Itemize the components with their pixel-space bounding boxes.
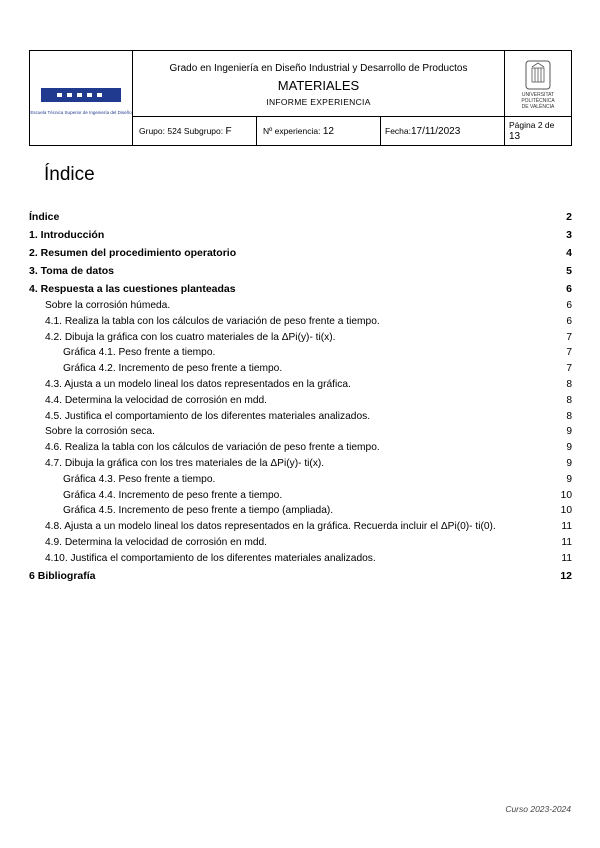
toc-entry[interactable] [29,409,572,425]
date-cell [381,117,505,146]
toc-entry[interactable] [29,393,572,409]
toc-entry-text: 4.6. Realiza la tabla con los cálculos de variación de peso frente a tiempo. [45,442,380,454]
toc-entry-page: 6 [566,300,572,311]
group-cell [133,117,257,146]
page-title: Índice [44,164,95,185]
page-label: Página 2 de [509,120,555,130]
header-title-cell [133,51,505,117]
toc-entry-page: 8 [566,410,572,422]
page-total: 13 [509,131,521,142]
toc-entry[interactable] [29,298,572,314]
toc-entry-text: Gráfica 4.4. Incremento de peso frente a tiempo. [63,489,283,501]
toc-entry-text: 4.10. Justifica el comportamiento de los diferentes materiales analizados. [45,552,376,564]
toc-entry-page: 8 [566,378,572,390]
toc-entry-page: 4 [566,247,572,259]
toc-entry-page: 11 [561,552,572,564]
report-type: INFORME EXPERIENCIA [266,96,371,107]
toc-entry-text: 4.4. Determina la velocidad de corrosión en mdd. [45,394,267,406]
school-logo-bars [41,88,121,102]
toc-entry-text: 6 Bibliografía [29,569,96,582]
toc-entry-page: 10 [560,489,572,501]
toc-entry-text: 2. Resumen del procedimiento operatorio [29,247,237,259]
toc-entry[interactable] [29,345,572,361]
toc-entry-text: 4.9. Determina la velocidad de corrosión en mdd. [45,536,267,548]
toc-entry-text: 4.5. Justifica el comportamiento de los diferentes materiales analizados. [45,410,371,422]
toc-entry-text: 4. Respuesta a las cuestiones planteadas [29,283,236,295]
toc-entry-text: Gráfica 4.2. Incremento de peso frente a tiempo. [63,363,283,375]
degree-name: Grado en Ingeniería en Diseño Industrial y Desarrollo de Productos [169,62,468,74]
footer-course: Curso 2023-2024 [505,804,571,814]
toc-entry[interactable] [29,226,572,244]
toc-entry-page: 9 [566,457,572,469]
group-label: Grupo: 524 Subgrupo: [139,125,224,136]
toc-entry[interactable] [29,535,572,551]
toc-entry[interactable] [29,208,572,226]
toc-entry-text: 1. Introducción [29,229,105,241]
toc-entry-text: 4.7. Dibuja la gráfica con los tres materiales de la ΔPi(y)- ti(x). [45,457,325,469]
date-value: 17/11/2023 [411,125,461,137]
toc-entry-page: 9 [566,442,572,454]
toc-entry[interactable] [29,567,572,585]
university-seal-icon [525,60,551,90]
toc-entry-page: 11 [561,521,572,533]
toc-entry-page: 8 [566,394,572,406]
toc-entry-page: 9 [566,426,572,438]
header-table [29,50,572,146]
toc-entry-page: 6 [566,315,572,327]
toc-entry-text: 3. Toma de datos [29,265,114,277]
toc-entry-page: 11 [561,536,572,548]
subgroup-value: F [225,125,232,137]
toc-entry-text: Gráfica 4.1. Peso frente a tiempo. [63,347,216,359]
toc-entry[interactable] [29,424,572,440]
toc-entry[interactable] [29,519,572,535]
toc-entry[interactable] [29,314,572,330]
toc-entry-page: 6 [566,283,572,295]
toc-entry[interactable] [29,472,572,488]
toc-entry-text: Índice [29,211,60,223]
toc-entry-page: 10 [560,505,572,517]
toc-entry-text: Sobre la corrosión húmeda. [45,300,171,311]
toc-entry[interactable] [29,377,572,393]
university-logo [505,51,572,117]
toc-entry-text: 4.8. Ajusta a un modelo lineal los datos representados en la gráfica. Recuerda incluir el ΔPi(0)- ti(0). [45,521,496,533]
toc-entry-page: 7 [566,363,572,375]
toc-entry-text: 4.2. Dibuja la gráfica con los cuatro materiales de la ΔPi(y)- ti(x). [45,331,336,343]
experiment-cell [257,117,381,146]
school-logo-text: Escuela Técnica Superior de Ingeniería del Diseño [30,109,132,115]
toc-entry[interactable] [29,440,572,456]
toc-entry-text: 4.1. Realiza la tabla con los cálculos de variación de peso frente a tiempo. [45,315,380,327]
toc-entry[interactable] [29,280,572,298]
toc-entry[interactable] [29,488,572,504]
toc-entry-page: 9 [566,473,572,485]
subject-name: MATERIALES [277,77,360,93]
table-of-contents [29,208,572,585]
toc-entry[interactable] [29,244,572,262]
experiment-number: 12 [322,125,334,137]
toc-entry[interactable] [29,361,572,377]
toc-entry-text: Sobre la corrosión seca. [45,426,155,438]
toc-entry-page: 2 [566,211,572,223]
toc-entry-text: Gráfica 4.5. Incremento de peso frente a tiempo (ampliada). [63,505,334,517]
toc-entry[interactable] [29,503,572,519]
experiment-label: Nº experiencia: [263,125,321,136]
school-logo [30,51,133,146]
toc-entry[interactable] [29,330,572,346]
toc-entry-text: 4.3. Ajusta a un modelo lineal los datos representados en la gráfica. [45,378,351,390]
university-logo-text: UNIVERSITAT POLITÈCNICA DE VALÈNCIA [521,91,555,110]
toc-entry-text: Gráfica 4.3. Peso frente a tiempo. [63,473,216,485]
page-cell [505,117,572,146]
date-label: Fecha: [385,125,411,136]
toc-entry[interactable] [29,262,572,280]
toc-entry-page: 7 [566,347,572,359]
toc-entry-page: 3 [566,229,572,241]
toc-entry-page: 7 [566,331,572,343]
toc-entry[interactable] [29,456,572,472]
toc-entry-page: 5 [566,265,572,277]
toc-entry-page: 12 [560,569,572,582]
toc-entry[interactable] [29,551,572,567]
